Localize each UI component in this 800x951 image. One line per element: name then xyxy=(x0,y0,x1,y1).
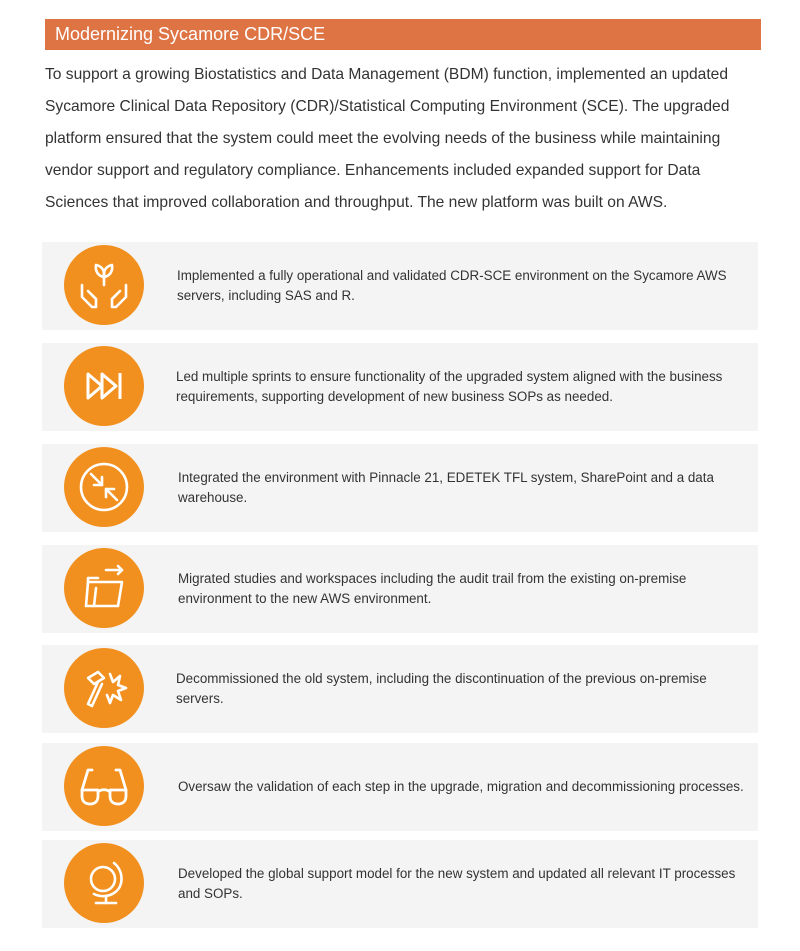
list-item-text: Decommissioned the old system, including the discontinuation of the previous on-premise servers. xyxy=(176,671,707,706)
list-item xyxy=(42,645,758,733)
folder-migrate-icon xyxy=(64,548,144,628)
list-item xyxy=(42,343,758,431)
list-item-text: Led multiple sprints to ensure functionality of the upgraded system aligned with the business requirements, supporting development of new business SOPs as needed. xyxy=(176,369,723,404)
list-item-text: Migrated studies and workspaces including the audit trail from the existing on-premise environment to the new AWS environment. xyxy=(178,571,687,606)
list-item-text: Oversaw the validation of each step in the upgrade, migration and decommissioning processes. xyxy=(178,779,744,794)
hands-plant-icon xyxy=(64,245,144,325)
intro-paragraph: To support a growing Biostatistics and Data Management (BDM) function, implemented an updated Sycamore Clinical Data Repository (CDR)/Statistical Computing Environment (SCE). The upgraded platform ensured that the system could meet the evolving needs of the business while maintaining vendor support and regulatory compliance. Enhancements included expanded support for Data Sciences that improved collaboration and throughput. The new platform was built on AWS. xyxy=(45,66,730,211)
list-item-text: Implemented a fully operational and validated CDR-SCE environment on the Sycamore AWS servers, including SAS and R. xyxy=(177,268,727,303)
list-item xyxy=(42,743,758,831)
fast-forward-icon xyxy=(64,346,144,426)
list-item xyxy=(42,545,758,633)
list-item xyxy=(42,242,758,330)
section-title: Modernizing Sycamore CDR/SCE xyxy=(45,19,761,50)
list-item-text: Developed the global support model for the new system and updated all relevant IT processes and SOPs. xyxy=(178,866,736,901)
list-item xyxy=(42,444,758,532)
list-item-text: Integrated the environment with Pinnacle 21, EDETEK TFL system, SharePoint and a data warehouse. xyxy=(178,470,714,505)
integrate-arrows-icon xyxy=(64,447,144,527)
hammer-break-icon xyxy=(64,648,144,728)
globe-stand-icon xyxy=(64,843,144,923)
list-item xyxy=(42,840,758,928)
glasses-icon xyxy=(64,746,144,826)
